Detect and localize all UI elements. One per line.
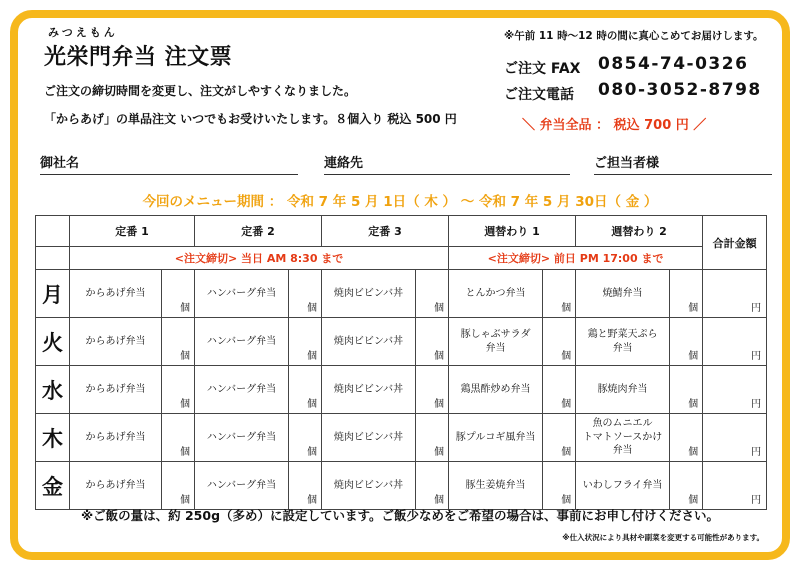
total-amount-cell[interactable]: 円: [703, 462, 767, 510]
fax-number: 0854-74-0326: [598, 54, 749, 74]
dish-name: からあげ弁当: [70, 414, 162, 462]
quantity-cell[interactable]: 個: [416, 366, 449, 414]
tel-label: ご注文電話: [504, 87, 574, 103]
order-table: [35, 215, 767, 510]
dish-name: 豚焼肉弁当: [576, 366, 670, 414]
dish-name: 焼肉ビビンバ丼: [322, 462, 416, 510]
deadline-previous-day: <注文締切> 前日 PM 17:00 まで: [449, 247, 703, 270]
table-row: [36, 462, 767, 510]
quantity-cell[interactable]: 個: [543, 462, 576, 510]
company-name-label: 御社名: [40, 156, 80, 171]
quantity-cell[interactable]: 個: [670, 366, 703, 414]
quantity-cell[interactable]: 個: [543, 318, 576, 366]
quantity-cell[interactable]: 個: [543, 366, 576, 414]
column-header: 定番 3: [322, 216, 449, 247]
table-row: [36, 366, 767, 414]
column-header: 定番 1: [70, 216, 195, 247]
person-in-charge-label: ご担当者様: [594, 156, 660, 171]
title-ruby: みつえもん: [48, 26, 118, 39]
day-label: 木: [36, 414, 70, 462]
quantity-cell[interactable]: 個: [162, 318, 195, 366]
quantity-cell[interactable]: 個: [670, 462, 703, 510]
quantity-cell[interactable]: 個: [416, 414, 449, 462]
quantity-cell[interactable]: 個: [162, 462, 195, 510]
column-header: 週替わり 1: [449, 216, 576, 247]
dish-name: 焼肉ビビンバ丼: [322, 414, 416, 462]
menu-period: 今回のメニュー期間 ： 令和 7 年 5 月 1日（ 木 ） ～ 令和 7 年 5 月 30日（ 金 ）: [142, 194, 658, 210]
quantity-cell[interactable]: 個: [416, 318, 449, 366]
person-in-charge-field[interactable]: [594, 152, 772, 175]
quantity-cell[interactable]: 個: [289, 270, 322, 318]
dish-name: からあげ弁当: [70, 318, 162, 366]
dish-name: 焼肉ビビンバ丼: [322, 318, 416, 366]
quantity-cell[interactable]: 個: [162, 414, 195, 462]
table-row: [36, 414, 767, 462]
dish-name: 豚しゃぶサラダ 弁当: [449, 318, 543, 366]
dish-name: ハンバーグ弁当: [195, 270, 289, 318]
delivery-notice: ※午前 11 時～12 時の間に真心こめてお届けします。: [504, 30, 764, 42]
quantity-cell[interactable]: 個: [543, 270, 576, 318]
dish-name: ハンバーグ弁当: [195, 414, 289, 462]
corner-cell: [36, 247, 70, 270]
dish-name: 焼肉ビビンバ丼: [322, 270, 416, 318]
total-amount-cell[interactable]: 円: [703, 270, 767, 318]
price-promo: ＼ 弁当全品 ： 税込 700 円 ／: [522, 118, 707, 133]
day-label: 月: [36, 270, 70, 318]
quantity-cell[interactable]: 個: [670, 414, 703, 462]
dish-name: ハンバーグ弁当: [195, 318, 289, 366]
quantity-cell[interactable]: 個: [289, 366, 322, 414]
quantity-cell[interactable]: 個: [416, 462, 449, 510]
dish-name: 焼鯖弁当: [576, 270, 670, 318]
quantity-cell[interactable]: 個: [289, 462, 322, 510]
tel-number: 080-3052-8798: [598, 80, 762, 100]
dish-name: いわしフライ弁当: [576, 462, 670, 510]
total-amount-cell[interactable]: 円: [703, 318, 767, 366]
intro-line-2: 「からあげ」の単品注文 いつでもお受けいたします。８個入り 税込 500 円: [44, 112, 457, 126]
deadline-same-day: <注文締切> 当日 AM 8:30 まで: [70, 247, 449, 270]
quantity-cell[interactable]: 個: [289, 318, 322, 366]
quantity-cell[interactable]: 個: [162, 366, 195, 414]
quantity-cell[interactable]: 個: [416, 270, 449, 318]
supply-note: ※仕入状況により具材や副菜を変更する可能性があります。: [562, 533, 764, 542]
dish-name: ハンバーグ弁当: [195, 462, 289, 510]
intro-line-1: ご注文の締切時間を変更し、注文がしやすくなりました。: [44, 84, 357, 98]
contact-label: 連絡先: [324, 156, 364, 171]
column-header: 週替わり 2: [576, 216, 703, 247]
table-row: [36, 270, 767, 318]
quantity-cell[interactable]: 個: [543, 414, 576, 462]
day-label: 水: [36, 366, 70, 414]
quantity-cell[interactable]: 個: [670, 318, 703, 366]
quantity-cell[interactable]: 個: [162, 270, 195, 318]
quantity-cell[interactable]: 個: [670, 270, 703, 318]
total-amount-cell[interactable]: 円: [703, 414, 767, 462]
dish-name: とんかつ弁当: [449, 270, 543, 318]
dish-name: 魚のムニエル トマトソースかけ 弁当: [576, 414, 670, 462]
corner-cell: [36, 216, 70, 247]
order-form: [10, 10, 790, 560]
dish-name: ハンバーグ弁当: [195, 366, 289, 414]
dish-name: 豚生姜焼弁当: [449, 462, 543, 510]
quantity-cell[interactable]: 個: [289, 414, 322, 462]
contact-field[interactable]: [324, 152, 570, 175]
dish-name: からあげ弁当: [70, 462, 162, 510]
rice-note: ※ご飯の量は、約 250g（多め）に設定しています。ご飯少なめをご希望の場合は、事前にお申し付けください。: [80, 508, 720, 523]
column-header: 定番 2: [195, 216, 322, 247]
total-header: 合計金額: [703, 216, 767, 270]
table-row: [36, 318, 767, 366]
order-rows: [36, 270, 767, 510]
day-label: 金: [36, 462, 70, 510]
dish-name: 鶏と野菜天ぷら 弁当: [576, 318, 670, 366]
dish-name: からあげ弁当: [70, 366, 162, 414]
total-amount-cell[interactable]: 円: [703, 366, 767, 414]
fax-label: ご注文 FAX: [504, 61, 581, 77]
dish-name: からあげ弁当: [70, 270, 162, 318]
company-name-field[interactable]: [40, 152, 298, 175]
day-label: 火: [36, 318, 70, 366]
dish-name: 鶏黒酢炒め弁当: [449, 366, 543, 414]
dish-name: 焼肉ビビンバ丼: [322, 366, 416, 414]
dish-name: 豚プルコギ風弁当: [449, 414, 543, 462]
page-title: 光栄門弁当 注文票: [44, 45, 233, 70]
